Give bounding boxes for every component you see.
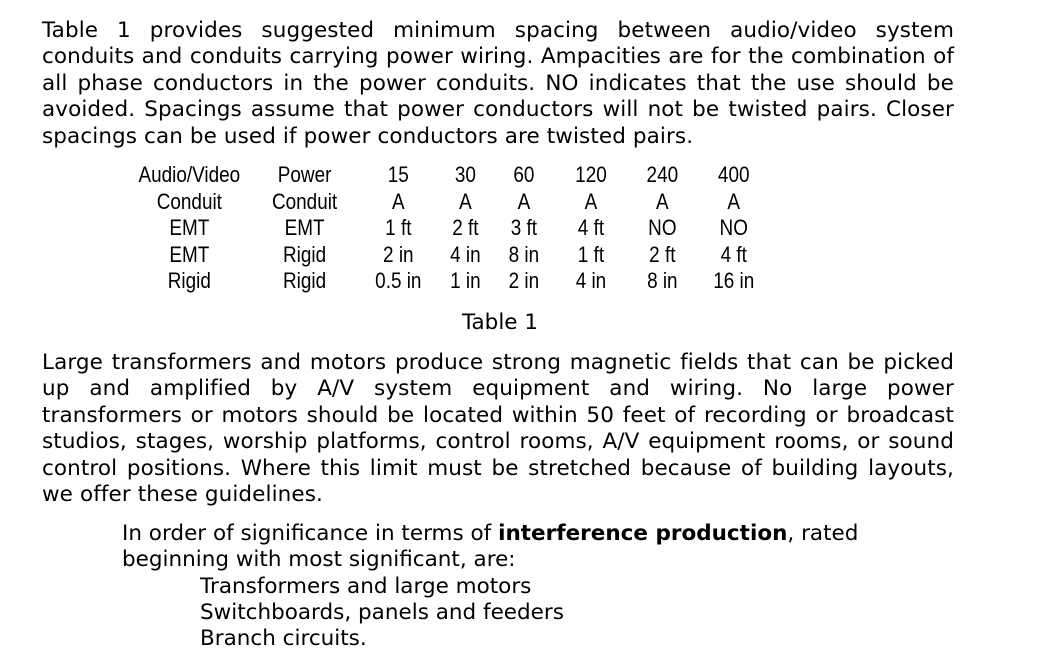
table-cell: Conduit <box>271 188 338 214</box>
interference-list <box>200 574 564 652</box>
table-cell: 4 in <box>450 241 481 267</box>
table-cell: 2 in <box>508 268 540 294</box>
significance-suffix: , rated beginning with most significant, are: <box>122 521 859 572</box>
table-cell: Rigid <box>283 241 327 267</box>
table-cell: EMT <box>169 241 210 267</box>
list-item: Branch circuits. <box>200 626 367 651</box>
table-cell: A <box>656 188 669 214</box>
table-cell: 1 in <box>450 268 481 294</box>
significance-paragraph <box>122 521 962 573</box>
table-cell: A <box>459 188 472 214</box>
transformer-paragraph: Large transformers and motors produce strong magnetic fields that can be picked up and amplified by A/V system equipment and wiring. No large power transformers or motors should be located within 50 feet of recording or broadcast studios, stages, worship platforms, control rooms, A/V equipment rooms, or sound control positions. Where this limit must be stretched because of building layouts, we offer these guidelines. <box>42 350 954 508</box>
significance-emphasis: interference production <box>498 521 788 546</box>
table-cell: 2 ft <box>452 215 479 241</box>
table-cell: 1 ft <box>577 241 605 267</box>
table-cell: 3 ft <box>510 215 538 241</box>
spacing-table <box>130 162 772 295</box>
table-cell: Power <box>277 162 332 188</box>
table-cell: Conduit <box>156 188 222 214</box>
table-cell: 400 <box>717 162 750 188</box>
table-cell: 15 <box>387 162 409 188</box>
list-item: Transformers and large motors <box>200 574 532 599</box>
table-cell: NO <box>648 215 677 241</box>
table-cell: 4 ft <box>577 215 605 241</box>
table-row <box>130 268 772 295</box>
table-cell: 60 <box>513 162 535 188</box>
table-cell: A <box>517 188 531 214</box>
intro-paragraph: Table 1 provides suggested minimum spacing between audio/video system conduits and conduits carrying power wiring. Ampacities are for the combination of all phase conductors in the power conduits. NO indicates that the use should be avoided. Spacings assume that power conductors will not be twisted pairs. Closer spacings can be used if power conductors are twisted pairs. <box>42 18 954 149</box>
table-cell: 30 <box>454 162 476 188</box>
table-cell: 120 <box>575 162 607 188</box>
table-cell: Audio/Video <box>138 162 241 188</box>
table-cell: Rigid <box>283 268 327 294</box>
table-cell: EMT <box>169 215 210 241</box>
table-cell: 4 in <box>575 268 607 294</box>
table-cell: 1 ft <box>385 215 412 241</box>
table-cell: EMT <box>284 215 325 241</box>
table-cell: 2 ft <box>649 241 676 267</box>
table-cell: 240 <box>646 162 679 188</box>
table-cell: 0.5 in <box>375 268 422 294</box>
table-cell: 16 in <box>713 268 755 294</box>
table-cell: 8 in <box>508 241 540 267</box>
table-row <box>130 189 772 216</box>
table-cell: Rigid <box>167 268 211 294</box>
table-cell: A <box>392 188 405 214</box>
table-row <box>130 242 772 269</box>
table-cell: A <box>727 188 741 214</box>
table-caption: Table 1 <box>461 310 539 335</box>
table-cell: NO <box>719 215 748 241</box>
table-cell: 2 in <box>383 241 414 267</box>
table-cell: 8 in <box>647 268 678 294</box>
table-cell: A <box>584 188 598 214</box>
list-item: Switchboards, panels and feeders <box>200 600 564 625</box>
table-cell: 4 ft <box>720 241 747 267</box>
table-row <box>130 162 772 189</box>
table-row <box>130 215 772 242</box>
significance-prefix: In order of significance in terms of <box>122 521 499 546</box>
